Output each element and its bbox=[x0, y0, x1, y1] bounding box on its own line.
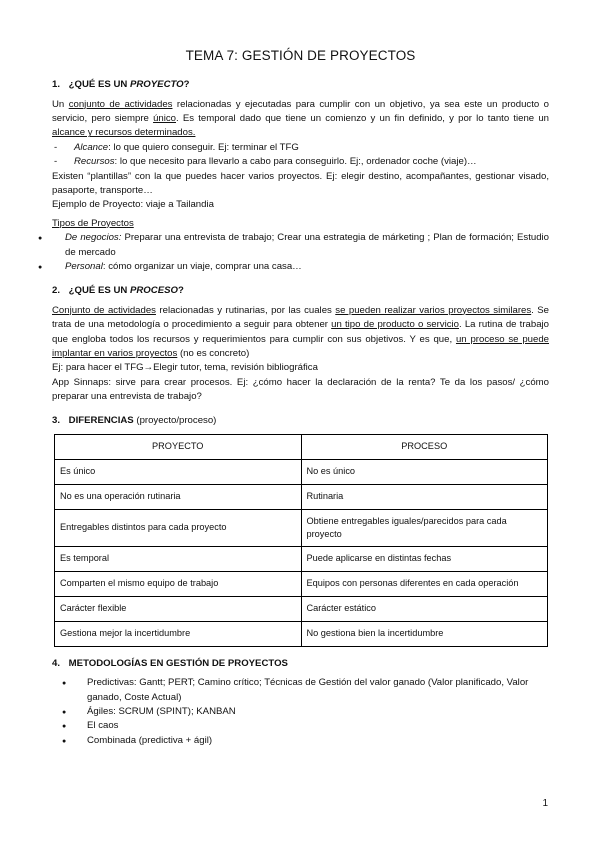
heading-text: ? bbox=[183, 79, 190, 91]
project-example: Ejemplo de Proyecto: viaje a Tailandia bbox=[52, 199, 214, 211]
underlined-text: un tipo de producto o servicio bbox=[331, 319, 459, 331]
table-cell: Obtiene entregables iguales/parecidos para cada proyecto bbox=[301, 509, 548, 546]
table-row bbox=[55, 621, 548, 646]
table-cell: Gestiona mejor la incertidumbre bbox=[55, 621, 302, 646]
table-row bbox=[55, 596, 548, 621]
list-item: ● El caos bbox=[87, 719, 549, 733]
list-item: ● Ágiles: SCRUM (SPINT); KANBAN bbox=[87, 705, 549, 719]
section-1-heading bbox=[52, 78, 549, 91]
text: relacionadas y ejecutadas para cumplir con un objetivo, ya sea este un producto o servicio, pero siempre bbox=[52, 98, 549, 124]
table-cell: Puede aplicarse en distintas fechas bbox=[301, 546, 548, 571]
text: : lo que quiero conseguir. Ej: terminar el TFG bbox=[108, 141, 299, 153]
heading-text: ? bbox=[177, 285, 184, 297]
project-definition bbox=[52, 98, 549, 141]
heading-text: ¿QUÉ ES UN bbox=[68, 79, 130, 91]
text: relacionadas y rutinarias, por las cuales bbox=[155, 304, 336, 316]
table-row bbox=[55, 509, 548, 546]
section-4-heading bbox=[52, 657, 549, 670]
section-3-heading bbox=[52, 414, 549, 427]
section-number: 3. bbox=[52, 415, 61, 427]
table-header-row bbox=[55, 434, 548, 459]
list-item bbox=[52, 141, 549, 155]
list-item bbox=[52, 155, 549, 169]
table-cell: No es único bbox=[301, 459, 548, 484]
table-cell: Es único bbox=[55, 459, 302, 484]
list-item: ● Combinada (predictiva + ágil) bbox=[87, 734, 549, 748]
table-cell: No gestiona bien la incertidumbre bbox=[301, 621, 548, 646]
heading-text: DIFERENCIAS bbox=[68, 415, 134, 427]
term: Alcance bbox=[74, 141, 109, 153]
heading-italic: PROCESO bbox=[129, 285, 178, 297]
differences-table bbox=[54, 434, 548, 647]
table-cell: Equipos con personas diferentes en cada operación bbox=[301, 571, 548, 596]
templates-paragraph: Existen “plantillas” con la que puedes hacer varios proyectos. Ej: elegir destino, acompañantes, gestionar visado, pasaporte, transporte… bbox=[52, 170, 549, 196]
text: : lo que necesito para llevarlo a cabo para conseguirlo. Ej:, ordenador coche (viaje)… bbox=[114, 156, 477, 168]
table-cell: No es una operación rutinaria bbox=[55, 484, 302, 509]
term: Recursos bbox=[74, 156, 115, 168]
process-definition bbox=[52, 304, 549, 362]
table-row bbox=[55, 571, 548, 596]
text: . Se trata de una metodología o procedimiento a seguir para obtener bbox=[52, 304, 550, 331]
heading-text: METODOLOGÍAS EN GESTIÓN DE PROYECTOS bbox=[68, 657, 288, 669]
underlined-text: se pueden realizar varios proyectos similares bbox=[335, 304, 532, 316]
table-cell: Es temporal bbox=[55, 546, 302, 571]
document-page bbox=[52, 48, 549, 748]
text: Un bbox=[52, 98, 69, 110]
list-item bbox=[52, 231, 549, 260]
table-cell: Entregables distintos para cada proyecto bbox=[55, 509, 302, 546]
section-number: 4. bbox=[52, 657, 61, 669]
table-cell: Comparten el mismo equipo de trabajo bbox=[55, 571, 302, 596]
underlined-text: conjunto de actividades bbox=[68, 98, 173, 110]
underlined-text: Conjunto de actividades bbox=[52, 304, 156, 316]
text: . La rutina de trabajo que engloba todos los recursos y requerimientos para cumplir con sus objetivos. Y es que, bbox=[52, 319, 550, 345]
column-header-project: PROYECTO bbox=[55, 434, 302, 459]
table-cell: Rutinaria bbox=[301, 484, 548, 509]
underlined-text: único bbox=[153, 113, 176, 124]
term: Personal bbox=[65, 260, 103, 272]
table-row bbox=[55, 484, 548, 509]
table-cell: Carácter estático bbox=[301, 596, 548, 621]
document-title: TEMA 7: GESTIÓN DE PROYECTOS bbox=[185, 48, 416, 63]
page-number: 1 bbox=[542, 798, 548, 809]
sinnaps-paragraph: App Sinnaps: sirve para crear procesos. Ej: ¿cómo hacer la declaración de la renta? Te da los pasos/ ¿cómo preparar una entrevista de trabajo? bbox=[52, 376, 549, 403]
term: De negocios: bbox=[65, 232, 122, 244]
project-types-list bbox=[52, 231, 549, 274]
section-number: 2. bbox=[52, 285, 61, 297]
underlined-text: alcance y recursos determinados. bbox=[52, 127, 196, 139]
text: . Es temporal dado que tiene un comienzo y un fin definido, y por lo tanto tiene un bbox=[176, 113, 549, 124]
heading-italic: PROYECTO bbox=[129, 79, 184, 91]
underlined-text: un proceso se puede implantar en varios proyectos bbox=[52, 333, 550, 359]
scope-resources-list bbox=[52, 141, 549, 170]
section-2-heading bbox=[52, 284, 549, 297]
text: : cómo organizar un viaje, comprar una casa… bbox=[102, 260, 302, 272]
list-item bbox=[52, 260, 549, 274]
methodologies-list bbox=[52, 676, 549, 748]
project-types-heading: Tipos de Proyectos bbox=[52, 217, 134, 229]
text: Preparar una entrevista de trabajo; Crear una estrategia de márketing ; Plan de formación; Estudio de mercado bbox=[65, 232, 550, 258]
table-cell: Carácter flexible bbox=[55, 596, 302, 621]
table-row bbox=[55, 459, 548, 484]
table-row bbox=[55, 546, 548, 571]
section-number: 1. bbox=[52, 79, 61, 91]
list-item: ● Predictivas: Gantt; PERT; Camino crítico; Técnicas de Gestión del valor ganado (Valor planificado, Valor ganado, Coste Actual) bbox=[87, 676, 549, 705]
heading-subtext: (proyecto/proceso) bbox=[133, 415, 217, 427]
tfg-example: Ej: para hacer el TFG→Elegir tutor, tema, revisión bibliográfica bbox=[52, 362, 318, 374]
heading-text: ¿QUÉ ES UN bbox=[68, 285, 130, 297]
column-header-process: PROCESO bbox=[301, 434, 548, 459]
text: (no es concreto) bbox=[177, 347, 250, 359]
